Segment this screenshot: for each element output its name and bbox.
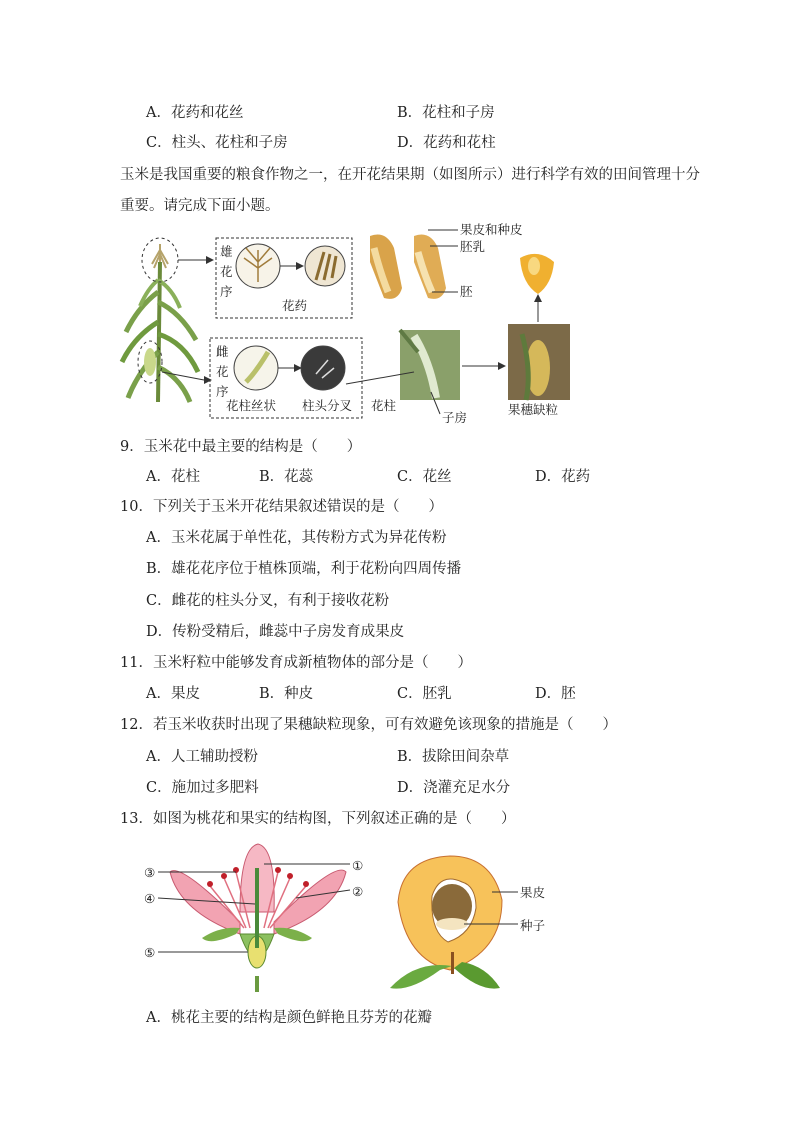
female-label-1: 雌 [216,344,229,359]
pericarp-seedcoat-label: 果皮和种皮 [460,222,523,237]
q8-option-a: A．花药和花丝 [146,105,244,121]
q11-option-a: A．果皮 [146,686,200,702]
anther-label: 花药 [282,298,308,313]
q12-option-a: A．人工辅助授粉 [146,749,258,765]
q11-option-c: C．胚乳 [397,686,452,702]
q13-stem: 13．如图为桃花和果实的结构图，下列叙述正确的是（ ） [120,811,516,827]
female-label-2: 花 [216,364,229,379]
peach-flower-illustration [170,844,346,992]
q9-option-c: C．花丝 [397,469,452,485]
corn-figure [118,222,578,426]
male-label-2: 花 [220,264,233,279]
q8-option-c: C．柱头、花柱和子房 [146,135,288,151]
q8-option-b: B．花柱和子房 [397,105,495,121]
q10-option-c: C．雌花的柱头分叉，有利于接收花粉 [146,593,390,609]
q11-option-b: B．种皮 [259,686,314,702]
mark-2: ② [352,884,364,899]
mark-1: ① [352,858,364,873]
female-label-3: 序 [216,384,229,399]
intro-line-2: 重要。请完成下面小题。 [120,198,280,214]
style-label: 花柱 [371,398,397,413]
q8-option-d: D．花药和花柱 [397,135,496,151]
q9-option-d: D．花药 [535,469,591,485]
style-silk-label: 花柱丝状 [226,398,277,413]
mark-4: ④ [144,891,156,906]
corn-plant-illustration [122,244,198,402]
q9-stem: 9．玉米花中最主要的结构是（ ） [120,439,362,455]
peach-fruit-illustration [390,856,502,989]
seed-label: 种子 [520,918,546,933]
q12-option-b: B．拔除田间杂草 [397,749,510,765]
q10-option-a: A．玉米花属于单性花，其传粉方式为异花传粉 [146,530,447,546]
peach-figure [140,842,560,994]
mark-5: ⑤ [144,945,156,960]
missing-kernel-label: 果穗缺粒 [508,402,559,417]
intro-line-1: 玉米是我国重要的粮食作物之一，在开花结果期（如图所示）进行科学有效的田间管理十分 [120,167,700,183]
q9-option-a: A．花柱 [146,469,200,485]
mark-3: ③ [144,865,156,880]
embryo-label: 胚 [460,284,473,299]
q11-stem: 11．玉米籽粒中能够发育成新植物体的部分是（ ） [120,655,472,671]
ovary-label: 子房 [442,410,468,425]
endosperm-label: 胚乳 [460,239,486,254]
stigma-fork-label: 柱头分叉 [302,398,353,413]
q13-option-a: A．桃花主要的结构是颜色鲜艳且芬芳的花瓣 [146,1010,432,1026]
q12-option-c: C．施加过多肥料 [146,780,259,796]
q12-option-d: D．浇灌充足水分 [397,780,511,796]
q11-option-d: D．胚 [535,686,576,702]
q10-option-d: D．传粉受精后，雌蕊中子房发育成果皮 [146,624,405,640]
q10-stem: 10．下列关于玉米开花结果叙述错误的是（ ） [120,499,443,515]
pericarp-label: 果皮 [520,885,546,900]
male-label-3: 序 [220,284,233,299]
q9-option-b: B．花蕊 [259,469,314,485]
q10-option-b: B．雄花花序位于植株顶端，利于花粉向四周传播 [146,561,462,577]
q12-stem: 12．若玉米收获时出现了果穗缺粒现象，可有效避免该现象的措施是（ ） [120,717,617,733]
male-label-1: 雄 [220,244,233,259]
